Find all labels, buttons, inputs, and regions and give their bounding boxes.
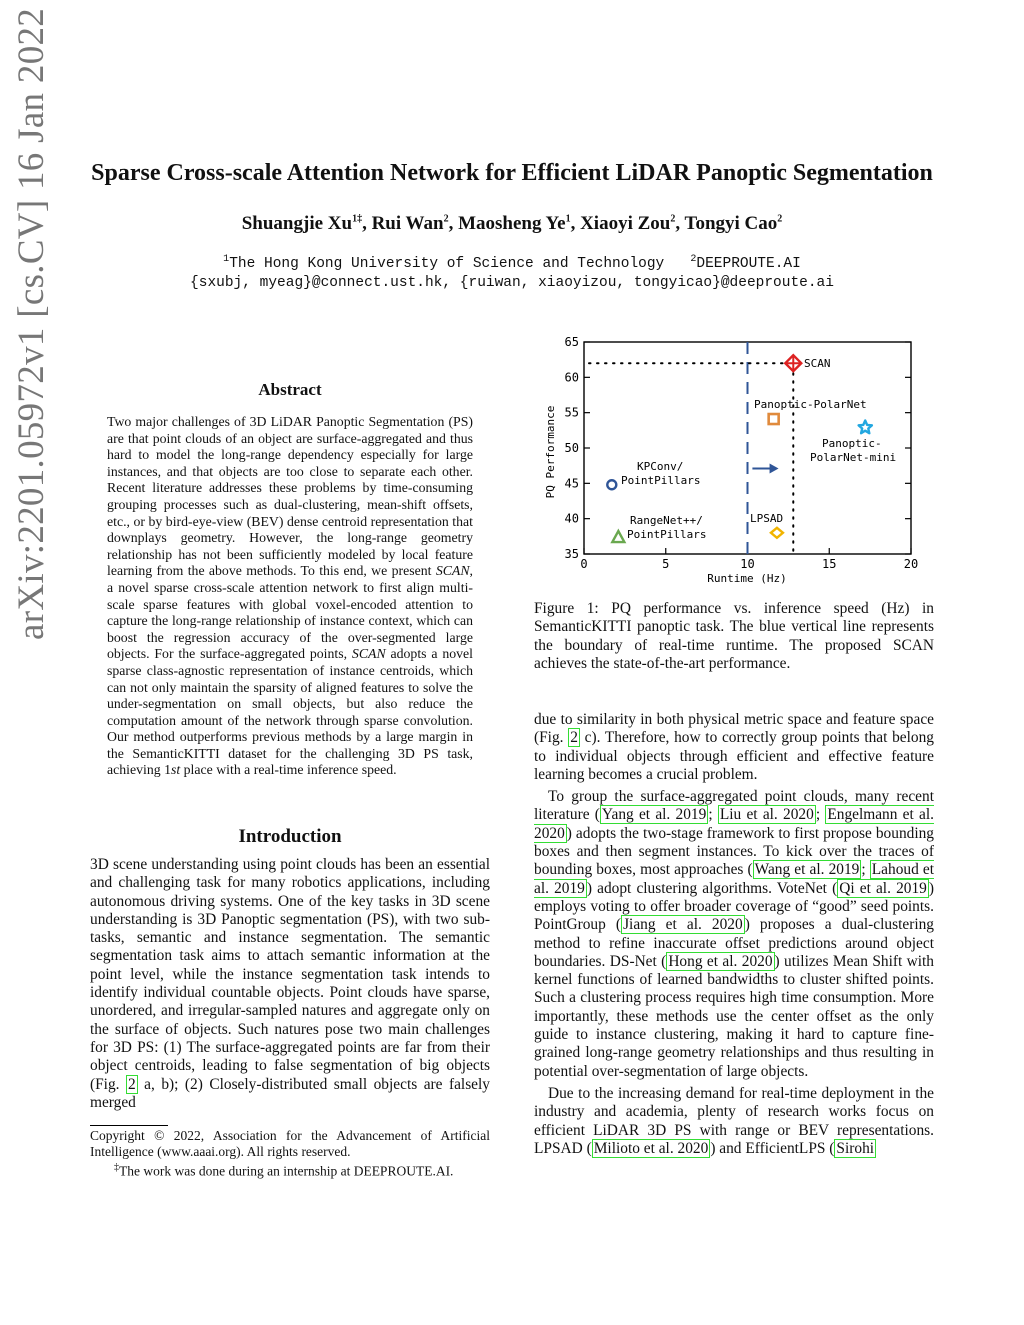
citation-link[interactable]: Qi et al. 2019 xyxy=(839,879,927,897)
citation-link[interactable]: Milioto et al. 2020 xyxy=(593,1139,709,1157)
footnote-rule xyxy=(90,1125,168,1126)
arrow-head xyxy=(770,463,779,473)
point-label-rangenet-1: RangeNet++/ xyxy=(630,514,703,527)
introduction-heading: Introduction xyxy=(238,826,342,847)
affiliations xyxy=(0,250,1024,293)
point-label-lpsad: LPSAD xyxy=(750,512,784,525)
x-axis-label: Runtime (Hz) xyxy=(707,572,787,585)
citation-link[interactable]: Sirohi xyxy=(836,1139,875,1157)
citation-link[interactable]: Liu et al. 2020 xyxy=(719,806,814,824)
copyright-note: Copyright © 2022, Association for the Advancement of Artificial Intelligence (www.aaai.org). All rights reserved. xyxy=(90,1128,490,1159)
y-tick-label: 45 xyxy=(564,476,579,491)
point-label-polarnet-mini-2: PolarNet-mini xyxy=(810,451,897,464)
author-name: Rui Wan xyxy=(371,213,444,234)
point-label-kpconv-1: KPConv/ xyxy=(637,460,684,473)
y-tick-label: 50 xyxy=(564,441,579,455)
point-label-polarnet-mini-1: Panoptic- xyxy=(822,437,882,450)
citation-link[interactable]: Jiang et al. 2020 xyxy=(623,916,743,934)
point-panoptic-polarnet-mini xyxy=(859,421,872,434)
y-tick-label: 65 xyxy=(564,335,579,349)
author-name: Maosheng Ye xyxy=(458,213,566,234)
point-label-kpconv-2: PointPillars xyxy=(621,474,701,487)
citation-link[interactable]: Hong et al. 2020 xyxy=(668,952,773,970)
citation-link[interactable]: Engelmann et al. 2020 xyxy=(534,806,934,842)
point-kpconv-pointpillars xyxy=(607,480,616,489)
point-label-scan: SCAN xyxy=(804,357,831,370)
y-tick-label: 55 xyxy=(564,405,579,420)
point-lpsad xyxy=(771,528,783,538)
y-tick-label: 60 xyxy=(564,370,579,385)
author-name: Xiaoyi Zou xyxy=(580,213,671,234)
y-axis-label: PQ Performance xyxy=(544,405,557,499)
x-tick-label: 0 xyxy=(580,557,588,571)
figure-ref-link[interactable]: 2 xyxy=(127,1075,136,1093)
x-tick-label: 20 xyxy=(903,557,919,571)
x-tick-label: 15 xyxy=(822,557,837,571)
x-tick-label: 10 xyxy=(740,557,755,571)
speedup-arrow xyxy=(752,463,778,473)
y-tick-label: 40 xyxy=(564,511,579,526)
point-panoptic-polarnet xyxy=(769,414,779,424)
abstract-body: Two major challenges of 3D LiDAR Panoptic Segmentation (PS) are that point clouds of an object are surface-aggregated and thus hard to model the long-range dependency especially for large instances, and that objects are too close to separate each other. Recent literature addresses these problems by time-consuming grouping processes such as dual-clustering, mean-shift offsets, etc., or by bird-eye-view (BEV) dense centroid representation that downplays geometry. However, the long-range geometry relationship has not been sufficiently modeled by local feature learning from the above methods. To this end, we present SCAN, a novel sparse cross-scale attention network to first align multi-scale sparse features with global voxel-encoded attention to capture the long-range relationship of instance context, which can boost the regression accuracy of the over-segmented large objects. For the surface-aggregated points, SCAN adopts a novel sparse class-agnostic representation of instance centroids, which can not only maintain the sparsity of aligned features to solve the under-segmentation on small objects, but also reduce the computation amount of the network through sparse convolution. Our method outperforms previous methods by a large margin in the SemanticKITTI dataset for the challenging 3D PS task, achieving 1st place with a real-time inference speed. xyxy=(107,414,473,778)
abstract-heading: Abstract xyxy=(258,380,322,399)
figure-ref-link[interactable]: 2 xyxy=(570,729,578,747)
internship-note: ‡The work was done during an internship at DEEPROUTE.AI. xyxy=(114,1162,454,1179)
author-name: Shuangjie Xu xyxy=(241,213,353,234)
citation-link[interactable]: Lahoud et al. 2019 xyxy=(534,861,935,897)
point-label-panoptic-polarnet: Panoptic-PolarNet xyxy=(754,398,867,411)
point-label-rangenet-2: PointPillars xyxy=(627,528,707,541)
citation-link[interactable]: Yang et al. 2019 xyxy=(601,806,707,824)
email-line: {sxubj, myeag}@connect.ust.hk, {ruiwan, xiaoyizou, tongyicao}@deeproute.ai xyxy=(190,274,834,291)
paper-title: Sparse Cross-scale Attention Network for Efficient LiDAR Panoptic Segmentation xyxy=(91,160,933,186)
point-rangenet-pointpillars xyxy=(612,531,624,542)
author-list: Shuangjie $Xu^{1\ddagger}$, Rui Wan$^2$, Maosheng Ye$^1$, Xiaoyi Zou$^2$, Tongyi Cao$^2$ xyxy=(241,213,783,234)
introduction-body: 3D scene understanding using point clouds has been an essential and challenging task for many robotics applications, including autonomous driving systems. One of the key tasks in 3D scene understanding is 3D Panoptic segmentation (PS), with two sub-tasks, semantic and instance segmentation. The semantic segmentation task aims to attach semantic information at the point level, while the instance segmentation task intends to identify individual countable objects. Point clouds have sparse, unordered, and irregular-sampled natures and aggregate only on the surface of objects. Such natures pose two main challenges for 3D PS: (1) The surface-aggregated points are far from their object centroids, leading to false segmentation of big objects (Fig. 2 a, b); (2) Closely-distributed small objects are falsely merged xyxy=(90,856,490,1111)
footnotes xyxy=(90,1128,490,1180)
right-column-body: due to similarity in both physical metric space and feature space (Fig. 2 c). Therefore, how to correctly group points that belong to individual objects through efficient and effective feature learning becomes a crucial problem. To group the surface-aggregated point clouds, many recent literature ( Yang et al. 2019 ; Liu et al. 2020 ; Engelmann et al. 2020 ) adopts the two-stage framework to first propose bounding boxes and then segment instances. To kick over the traces of bounding boxes, most approaches ( Wang et al. 2019 ; Lahoud et al. 2019 ) adopt clustering algorithms. VoteNet ( Qi et al. 2019 ) employs voting to offer broader coverage of “good” seed points. PointGroup ( Jiang et al. 2020 ) proposes a dual-clustering method to refine inaccurate offset predictions around object boundaries. DS-Net ( Hong et al. 2020 ) utilizes Mean Shift with kernel functions of learned bandwidths to cluster shifted points. Such a clustering process requires high time consumption. More importantly, these methods use the center offset as the only guide to instance clustering, making it hard to capture fine-grained long-range geometry relationships and thus resulting in potential over-segmentation of large objects. Due to the increasing demand for real-time deployment in the industry and academia, plenty of research works focus on efficient LiDAR 3D PS with range or BEV representations. LPSAD ( Milioto et al. 2020 ) and EfficientLPS ( Sirohi xyxy=(534,711,935,1157)
x-tick-label: 5 xyxy=(662,557,670,571)
author-name: Tongyi Cao xyxy=(684,213,778,234)
x-axis xyxy=(580,548,918,571)
point-scan xyxy=(785,355,801,371)
figure-caption: Figure 1: PQ performance vs. inference speed (Hz) in SemanticKITTI panoptic task. The blue vertical line represents the boundary of real-time runtime. The proposed SCAN achieves the state-of-the-art performance. xyxy=(534,600,934,672)
citation-link[interactable]: Wang et al. 2019 xyxy=(754,861,860,879)
pq-runtime-chart xyxy=(534,330,934,586)
affiliation-line: $^1$The Hong Kong University of Science and Technology $^2$DEEPROUTE.AI xyxy=(223,254,801,272)
y-tick-label: 35 xyxy=(564,547,579,561)
